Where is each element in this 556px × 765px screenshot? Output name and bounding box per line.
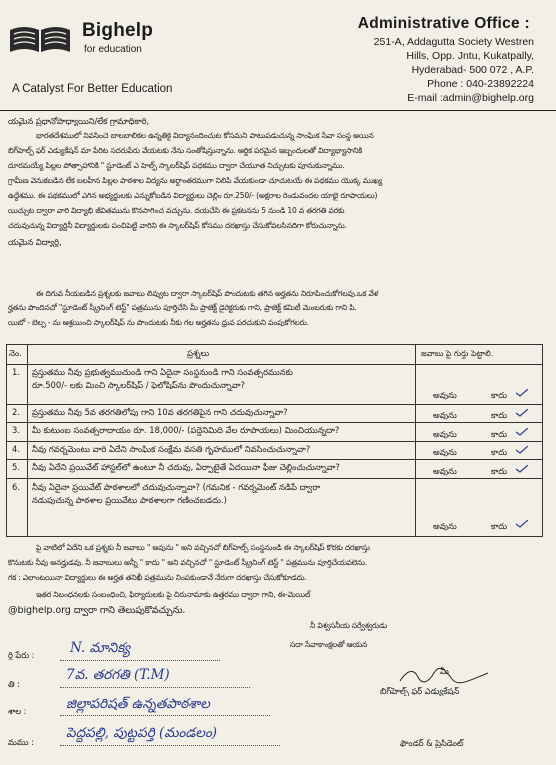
row-number: 3. bbox=[12, 425, 20, 435]
eligibility-table bbox=[6, 344, 543, 537]
village-value[interactable]: పెద్దపల్లి, పుట్టపర్తి (మండలం) bbox=[66, 725, 218, 741]
question-text: నీవు ఏదైనా ప్రయివేట్ పాఠశాలలో చదువుచున్నావా? (గమనిక - గవర్నమెంట్ నడిపే ద్వారా bbox=[32, 482, 321, 492]
row-number: 6. bbox=[12, 482, 20, 492]
brand-name: Bighelp bbox=[82, 20, 154, 41]
address-line: Hills, Opp. Jntu, Kukatpally, bbox=[406, 50, 534, 62]
class-label: తి : bbox=[8, 679, 20, 689]
tagline: A Catalyst For Better Education bbox=[12, 83, 173, 95]
tick-mark-icon bbox=[516, 389, 528, 397]
question-text: నడుపుచున్న పాఠశాల ప్రయివేటు పాఠశాలగా గణించబడదు.) bbox=[32, 495, 227, 505]
tick-mark-icon bbox=[516, 409, 528, 417]
row-number: 1. bbox=[12, 367, 20, 377]
class-value[interactable]: 7వ. తరగతి (T.M) bbox=[66, 667, 170, 683]
no-option[interactable]: కాదు bbox=[491, 390, 508, 400]
paragraph-line: చదువుచున్న విద్యార్థినీ విద్యార్థులకు పంచిపెట్టి వారిని ఈ స్కాలర్‌షిప్ కోసము దరఖాస్తు చేసుకోవలసినదిగా కోరుచున్నాను. bbox=[8, 221, 347, 230]
phone-line: Phone : 040-23892224 bbox=[427, 78, 534, 90]
paragraph-line: యిబో - బెల్ప - ను ఆశ్రయించి స్కాలర్‌షిప్ ను పొందుటకు నీకు గల అర్హతను ధ్రువ పరచుకుని పంపుకోగలరు. bbox=[8, 318, 309, 327]
yes-option[interactable]: అవును bbox=[433, 429, 457, 439]
table-header-question: ప్రశ్నలు bbox=[187, 348, 210, 358]
tick-mark-icon bbox=[516, 428, 528, 436]
book-logo-icon bbox=[8, 22, 72, 54]
tick-mark-icon bbox=[516, 446, 528, 454]
brand-subtitle: for education bbox=[84, 44, 142, 55]
question-text: ప్రస్తుతము నీవు ప్రభుత్వముచుండి గాని ఏదైనా సంస్థనుండి గాని సంవత్సరమునకు bbox=[32, 367, 293, 377]
instruction-line: పై వాటిలో ఏదేని ఒక ప్రశ్నకు నీ జవాబు " అవును " అని వచ్చినచో బిగ్‌హెల్ప్ సంస్థనుండి ఈ స్కాలర్‌షిప్ కొరకు దరఖాస్తు bbox=[36, 543, 370, 552]
instruction-line: కొనుటకు నీవు అనర్హుడవు. నీ జవాబులు అన్నీ " కాదు " అని వచ్చినచో " స్టూడెంట్ స్క్రీనింగ్ టెస్ట్ " పత్రమును పూర్తిచేయవలెను. bbox=[8, 558, 367, 567]
note-line: గక : ఎలాంటయినా విద్యార్థులు ఈ అర్హత తనిఖీ పత్రమును నింపకుండానే నేరుగా దరఖాస్తు చేసుకోకూడదు. bbox=[8, 573, 307, 582]
table-header-answer: జవాబు పై గుర్తు పెట్టాలి. bbox=[421, 349, 494, 358]
yes-option[interactable]: అవును bbox=[433, 390, 457, 400]
row-number: 5. bbox=[12, 462, 20, 472]
paragraph-line: బిగ్‌హెల్ప్ ఫర్ ఎడ్యుకేషన్ మా పేరిట సదరుపేరు వేయటకు నేను సంతోషిస్తున్నాను. ఆర్థిక పరమైన ఇబ్బందులతో విద్యాభ్యాసానికి bbox=[8, 146, 363, 155]
sign-salutation: మీ bbox=[440, 666, 449, 676]
paragraph-line: ఉద్దేశము. ఈ పథకములో ఎగిన అభ్యర్థులకు ఎన్నుకోబడిన విద్యార్థులు చెల్లిం రూ.250/- (అక్షరాల రెండువందల యాభై రూపాయలు) bbox=[8, 191, 378, 200]
yes-option[interactable]: అవును bbox=[433, 466, 457, 476]
student-name-value[interactable]: N. మానిక్య bbox=[70, 640, 131, 656]
paragraph-line: యిచ్చుట ద్వారా వారి విద్యాభి జీవితమును కొనసాగించ వచ్చును. దయచేసి ఈ ప్రకటనను 5 నుండి 10 వ తరగతి వరకు bbox=[8, 206, 345, 215]
paragraph-line: గ్రామీణ వెనుకబడిన లేక బలహీన పిల్లల పాఠశాల విద్యను అర్ధాంతరముగా నిలిపి వేయకుండా చూచుటయే ఈ పథకము యొక్క ముఖ్య bbox=[8, 176, 383, 185]
address-line: 251-A, Addagutta Society Westren bbox=[373, 36, 534, 48]
student-name-label: ర్థి పేరు : bbox=[8, 650, 35, 660]
yes-option[interactable]: అవును bbox=[433, 410, 457, 420]
email-contact-line: @bighelp.org ద్వారా గాని తెలుపుకోవచ్చును. bbox=[8, 606, 186, 616]
row-number: 2. bbox=[12, 407, 20, 417]
school-value[interactable]: జిల్లాపరిషత్ ఉన్నతపాఠశాల bbox=[66, 696, 210, 712]
no-option[interactable]: కాదు bbox=[491, 521, 508, 531]
paragraph-line: ర్హతను పొందినచో "స్టూడెంట్ స్క్రీనింగ్ టెస్ట్" పత్రమును పూర్తిచేసి మీ ప్రాజెక్ట్ డైరెక్టరుకు గాని, ప్రాజెక్ట్ కమిటీ మెంబరుకు గాని పి. bbox=[8, 303, 357, 312]
yes-option[interactable]: అవును bbox=[433, 447, 457, 457]
office-title: Administrative Office : bbox=[357, 15, 530, 32]
question-text: రూ.500/- లకు మించి స్కాలర్‌షిప్ / ఫెలోషిప్‌ను పొందుచున్నావా? bbox=[32, 380, 245, 390]
no-option[interactable]: కాదు bbox=[491, 410, 508, 420]
question-text: ప్రస్తుతము నీవు 5వ తరగతిలోపు గాని 10వ తరగతిపైన గాని చదువుచున్నావా? bbox=[32, 407, 288, 417]
school-label: శాల : bbox=[8, 706, 27, 716]
address-line: Hyderabad- 500 072 , A.P. bbox=[411, 64, 534, 76]
table-header-number: నెం. bbox=[9, 348, 22, 358]
question-text: నీవు ఏదేని ప్రయివేట్ హాస్టల్‌లో ఉంటూ నీ చదువు, ఏర్పాటైతే ఏదయినా ఫీజు చెల్లించుచున్నావా? bbox=[32, 462, 340, 472]
dear-student: యమైన విద్యార్థి, bbox=[8, 237, 62, 247]
header-divider bbox=[0, 110, 556, 111]
no-option[interactable]: కాదు bbox=[491, 429, 508, 439]
tick-mark-icon bbox=[516, 520, 528, 528]
founder-title: ఫౌండర్ & ప్రెసిడెంట్ bbox=[400, 738, 464, 748]
no-option[interactable]: కాదు bbox=[491, 447, 508, 457]
yes-option[interactable]: అవును bbox=[433, 521, 457, 531]
sign-note: సదా సేవాకాంక్షలతో ఆయన bbox=[290, 640, 368, 649]
no-option[interactable]: కాదు bbox=[491, 466, 508, 476]
salutation: యమైన ప్రధానోపాధ్యాయిని/లేక గ్రామాధికారి, bbox=[8, 116, 150, 126]
sign-note: నీ విశ్వసనీయ సర్వేశ్వరుడు bbox=[310, 621, 388, 630]
tick-mark-icon bbox=[516, 465, 528, 473]
question-text: నీవు గవర్నమెంటు వారి ఏదేని సాంఘిక సంక్షేమ వసతి గృహములో నివసించుచున్నావా? bbox=[32, 444, 311, 454]
question-text: మీ కుటుంబ సంవత్సరాదాయం రూ. 18,000/- (పద్దెనిమిది వేల రూపాయలు) మించియున్నదా? bbox=[32, 425, 340, 435]
village-label: మము : bbox=[8, 737, 34, 747]
paragraph-line: ఈ దిగువ నీయబడిన ప్రశ్నలకు జవాబు లివ్వుట ద్వారా స్కాలర్‌షిప్ పొందుటకు తగిన అర్హతను నిరూపించుకోగలవు.ఒక వేళ bbox=[36, 289, 379, 298]
paragraph-line: భారతదేశములో నివసించె బాలబాలికల ఉన్నతికై విద్యానందించుట కోసమని పాటుపడుచున్న సాంఘిక సేవా సంస్థ అయిన bbox=[36, 131, 374, 140]
signature-icon bbox=[398, 667, 490, 685]
email-line: E-mail :admin@bighelp.org bbox=[407, 92, 534, 104]
organization-signature: బిగ్‌హెల్ప్ ఫర్ ఎడ్యుకేషన్ bbox=[380, 686, 460, 696]
paragraph-line: దూరమయ్యే పిల్లల పోత్సాహానికి " స్టూడెంట్ ఎ హెల్ప్ స్కాలర్‌షిప్ పధకము ద్వారా చేయూత నిచ్చుటకు పూనుకున్నాము. bbox=[8, 161, 345, 170]
row-number: 4. bbox=[12, 444, 20, 454]
instruction-line: ఇతర నిబంధనలకు సంబంధించి, ఫిర్యాదులకు పై చిరునామాకు ఉత్తరము ద్వారా గాని, ఈ-మెయిల్ bbox=[36, 590, 311, 599]
